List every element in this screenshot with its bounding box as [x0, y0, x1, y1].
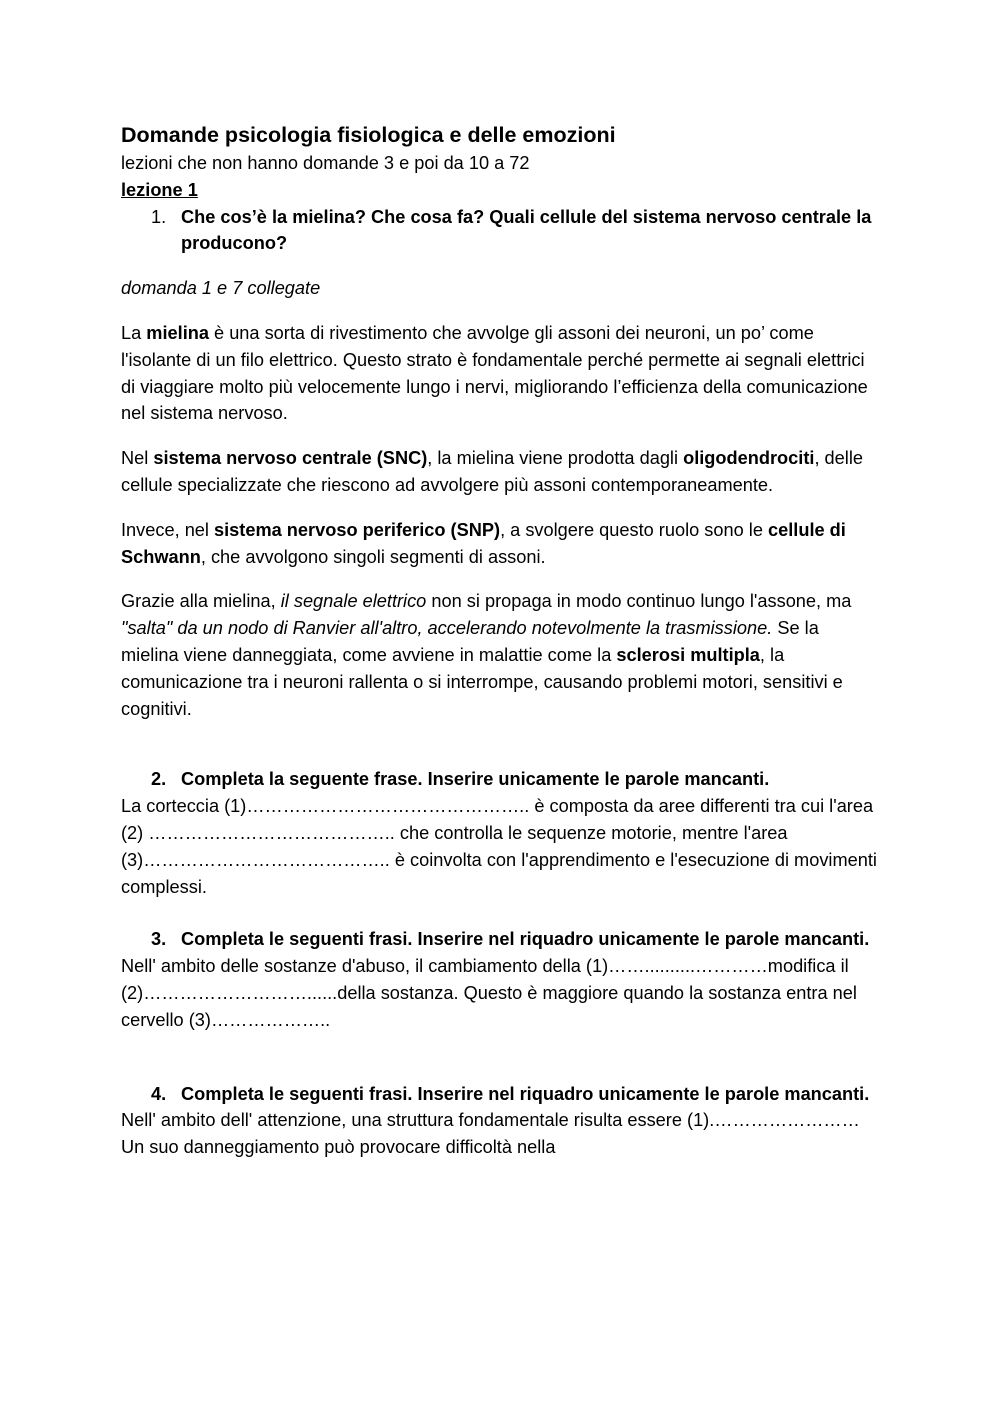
answer-paragraph-2: Nel sistema nervoso centrale (SNC), la mielina viene prodotta dagli oligodendrociti, delle cellule specializzate che riescono ad avvolgere più assoni contemporaneamente.	[121, 448, 863, 495]
question-number: 1.	[151, 206, 167, 227]
question-2	[121, 766, 881, 793]
answer-note: domanda 1 e 7 collegate	[121, 278, 321, 299]
lesson-heading: lezione 1	[121, 179, 198, 200]
question-text: Completa le seguenti frasi. Inserire nel riquadro unicamente le parole mancanti.	[181, 929, 870, 950]
question-text: Completa le seguenti frasi. Inserire nel riquadro unicamente le parole mancanti.	[181, 1083, 870, 1104]
question-4-body: Nell' ambito dell' attenzione, una struttura fondamentale risulta essere (1).……………………Un suo danneggiamento può provocare difficoltà nella	[121, 1110, 860, 1158]
document-page	[121, 120, 881, 1161]
question-4	[121, 1081, 881, 1108]
document-subtitle: lezioni che non hanno domande 3 e poi da 10 a 72	[121, 153, 530, 173]
question-number: 4.	[151, 1083, 167, 1104]
answer-paragraph-4: Grazie alla mielina, il segnale elettrico non si propaga in modo continuo lungo l'assone, ma "salta" da un nodo di Ranvier all'altro, accelerando notevolmente la trasmissione. Se la mielina viene danneggiata, come avviene in malattie come la sclerosi multipla, la comunicazione tra i neuroni rallenta o si interrompe, causando problemi motori, sensitivi e cognitivi.	[121, 591, 852, 719]
document-title: Domande psicologia fisiologica e delle emozioni	[121, 123, 616, 147]
question-text: Completa la seguente frase. Inserire unicamente le parole mancanti.	[181, 769, 770, 790]
question-number: 3.	[151, 929, 167, 950]
answer-paragraph-3: Invece, nel sistema nervoso periferico (SNP), a svolgere questo ruolo sono le cellule di Schwann, che avvolgono singoli segmenti di assoni.	[121, 519, 846, 567]
question-2-body: La corteccia (1)……………………………………….. è composta da aree differenti tra cui l'area (2) ………………………………….. che controlla le sequenze motorie, mentre l'area (3)………………………………….. è coinvolta con l'apprendimento e l'esecuzione di movimenti complessi.	[121, 796, 877, 897]
question-1	[121, 204, 881, 258]
question-number: 2.	[151, 769, 167, 790]
question-text: Che cos’è la mielina? Che cosa fa? Quali cellule del sistema nervoso centrale la producono?	[181, 206, 872, 254]
answer-paragraph-1: La mielina è una sorta di rivestimento che avvolge gli assoni dei neuroni, un po’ come l'isolante di un filo elettrico. Questo strato è fondamentale perché permette ai segnali elettrici di viaggiare molto più velocemente lungo i nervi, migliorando l’efficienza della comunicazione nel sistema nervoso.	[121, 322, 868, 424]
question-3	[121, 926, 881, 953]
question-3-body: Nell' ambito delle sostanze d'abuso, il cambiamento della (1)……..........…………modifica il (2)………………………......della sostanza. Questo è maggiore quando la sostanza entra nel cervello (3)………………..	[121, 956, 857, 1030]
